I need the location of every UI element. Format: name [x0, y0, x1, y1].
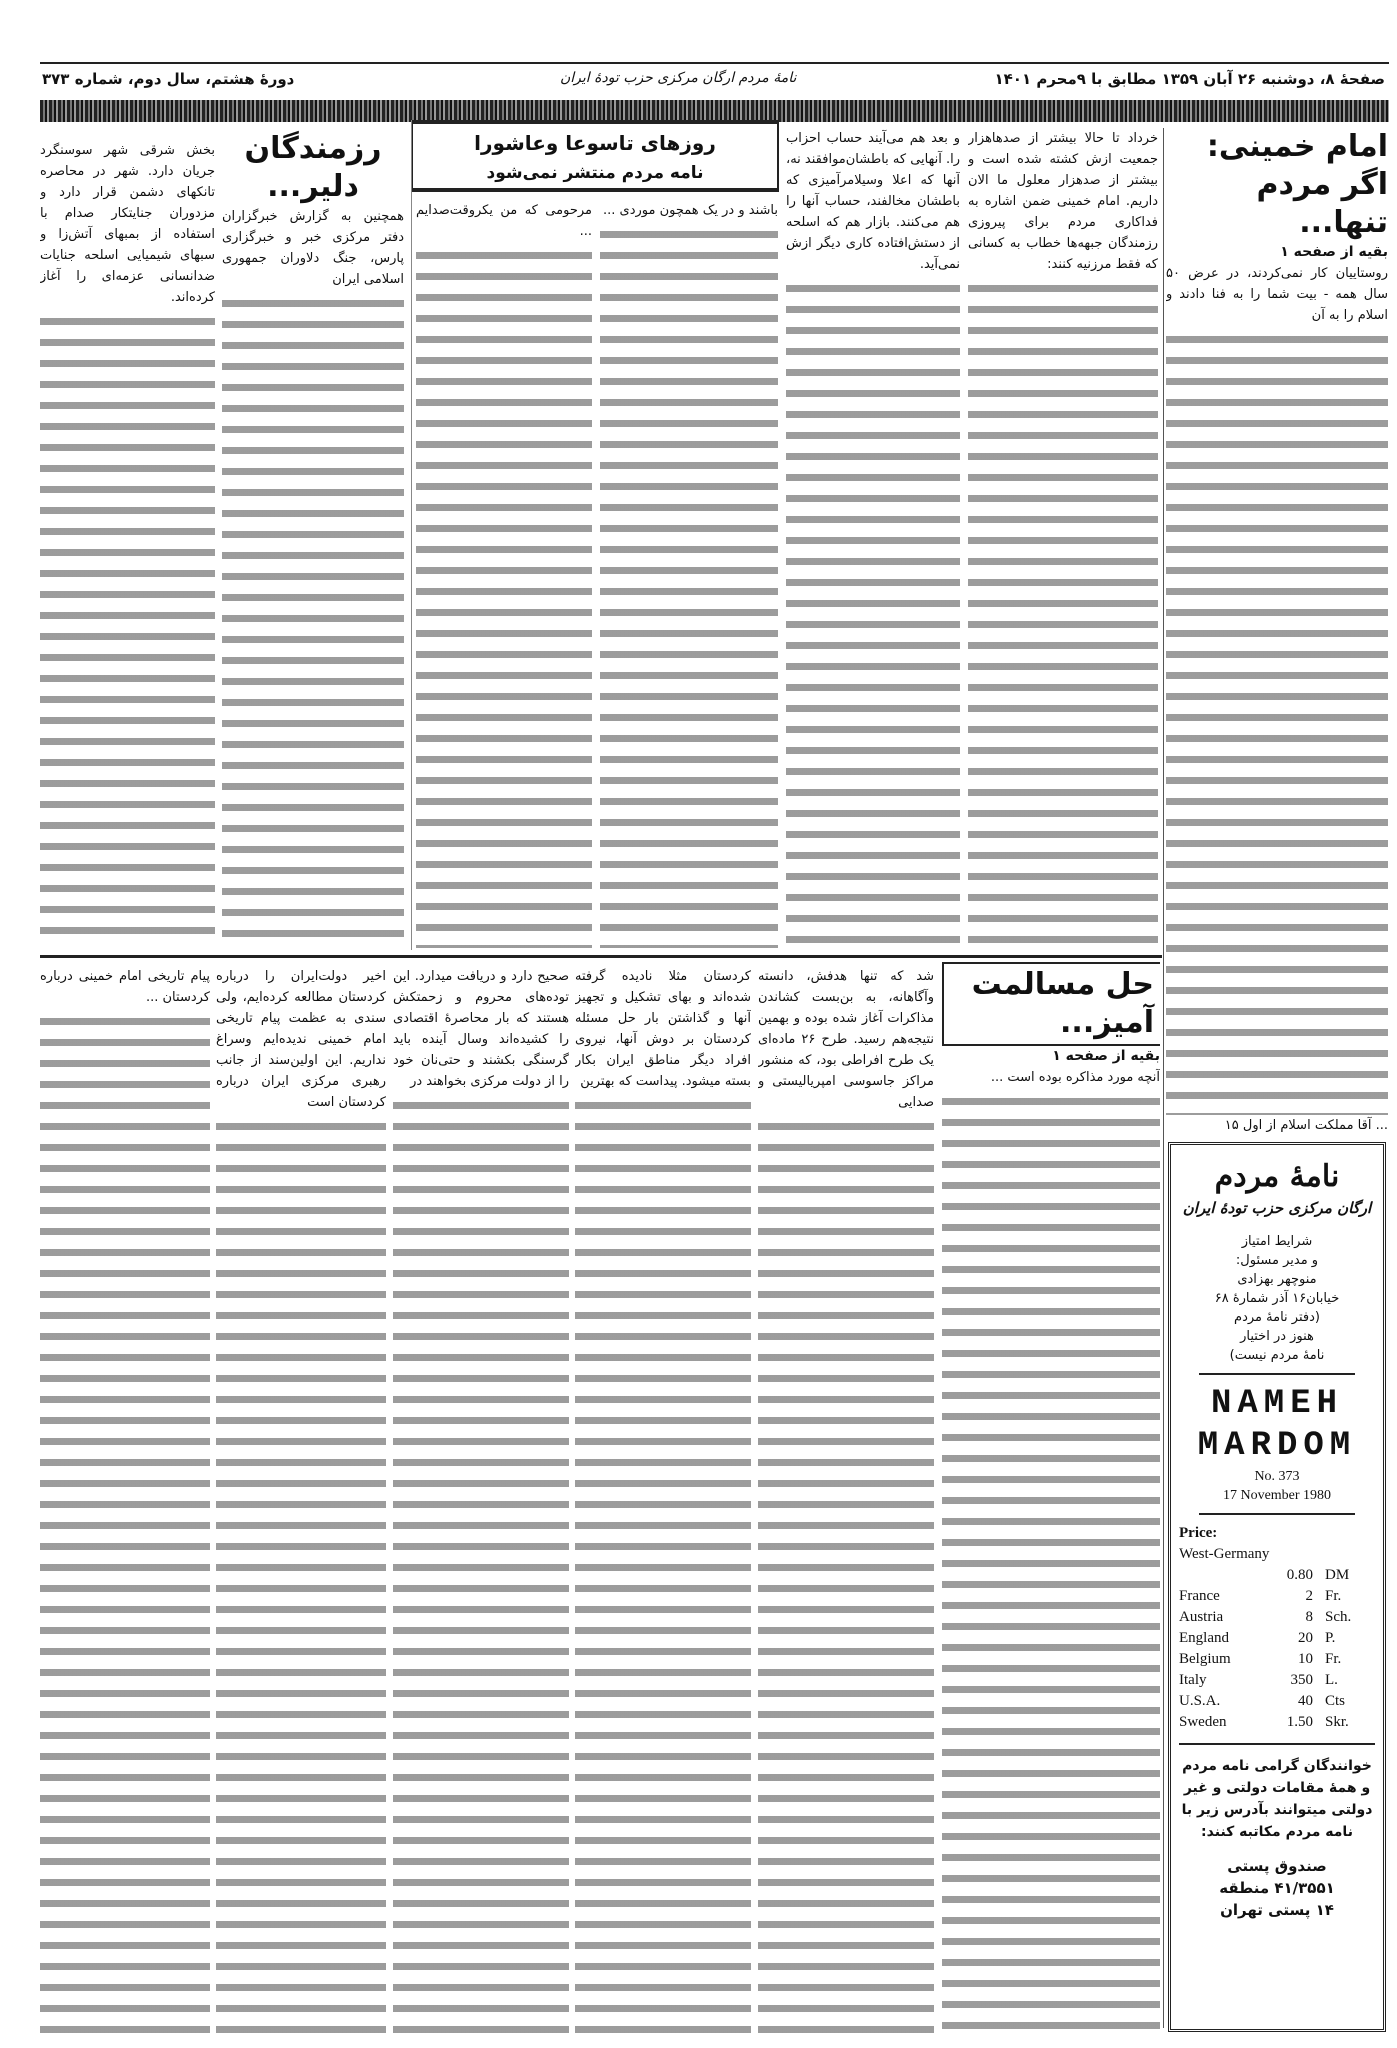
article-column	[786, 128, 960, 948]
header-band	[40, 100, 1389, 122]
price-row	[1179, 1565, 1375, 1586]
header-issue: دورهٔ هشتم، سال دوم، شماره ۳۷۳	[42, 70, 295, 88]
price-country: U.S.A.	[1179, 1693, 1221, 1709]
info-line: شرایط امتیاز	[1241, 1234, 1313, 1249]
box-border	[411, 120, 412, 950]
price-country: Sweden	[1179, 1714, 1227, 1730]
text-lines	[40, 312, 215, 948]
notice-headline: روزهای تاسوعا وعاشورا	[474, 131, 716, 155]
masthead-box	[1168, 1142, 1386, 2032]
headline: اگر مردم تنها...	[1256, 167, 1388, 240]
article-hal	[942, 962, 1160, 2037]
price-amount: 2	[1305, 1588, 1313, 1604]
notice-box	[411, 120, 779, 192]
article-rezmandegan	[222, 130, 404, 948]
price-row	[1179, 1712, 1375, 1733]
latin-title: MARDOM	[1197, 1427, 1357, 1465]
article-text: آنچه مورد مذاکره بوده است ...	[990, 1070, 1160, 1085]
price-country: France	[1179, 1588, 1220, 1604]
price-amount: 8	[1305, 1609, 1313, 1625]
article-column	[575, 966, 751, 2037]
price-label: Price:	[1179, 1525, 1218, 1541]
price-unit: Cts	[1325, 1693, 1346, 1709]
price-list	[1179, 1523, 1375, 1733]
text-lines	[40, 1012, 210, 2037]
article-column	[40, 966, 210, 2037]
divider	[1199, 1513, 1355, 1515]
price-country: West-Germany	[1179, 1546, 1270, 1562]
continued-label: بقیه از صفحه ۱	[1052, 1048, 1160, 1064]
info-line: هنوز در اختیار	[1240, 1329, 1314, 1344]
price-amount: 1.50	[1286, 1714, 1313, 1730]
headline: حل مسالمت آمیز...	[942, 962, 1160, 1046]
article-text: پیام تاریخی امام خمینی درباره کردستان ...	[40, 969, 210, 1005]
article-column	[968, 128, 1158, 948]
article-text: ... آقا مملکت اسلام از اول ۱۵	[1224, 1118, 1388, 1133]
article-text: اخیر دولت‌ایران را درباره کردستان مطالعه کرده‌ایم، ولی سندی به عظمت پیام تاریخی امام خمینی ندیده‌ایم وسراغ نداریم. این اولین‌سند از جانب رهبری مرکزی ایران درباره کردستان است	[216, 969, 386, 1110]
continued-label: بقیه از صفحه ۱	[1280, 244, 1388, 260]
article-text: صحیح دارد و دریافت میدارد. این توده‌های محروم و زحمتکش هستند که بار محاصرهٔ اقتصادی را کشیده‌اند وسال آینده باید گرسنگی بکشند و حتی‌نان خود را از دولت مرکزی بخواهند در	[393, 969, 569, 1089]
article-column	[40, 140, 215, 948]
header-logo: نامهٔ مردم ارگان مرکزی حزب تودهٔ ایران	[560, 70, 797, 86]
text-lines	[222, 294, 404, 948]
price-unit: Sch.	[1325, 1609, 1352, 1625]
header-date: صفحهٔ ۸، دوشنبه ۲۶ آبان ۱۳۵۹ مطابق با ۹محرم ۱۴۰۱	[994, 70, 1385, 88]
headline: رزمندگان دلیر...	[244, 131, 382, 204]
po-box: ۱۴ پستی تهران	[1220, 1901, 1334, 1919]
price-amount: 10	[1298, 1651, 1313, 1667]
text-lines	[786, 279, 960, 948]
organization: ارگان مرکزی حزب تودهٔ ایران	[1182, 1199, 1372, 1217]
price-row	[1179, 1649, 1375, 1670]
price-amount: 350	[1290, 1672, 1313, 1688]
price-unit: L.	[1325, 1672, 1338, 1688]
column-rule	[1163, 128, 1164, 2028]
price-row	[1179, 1607, 1375, 1628]
price-country	[1179, 1565, 1263, 1586]
price-country: England	[1179, 1630, 1229, 1646]
article-column	[216, 966, 386, 2037]
price-unit: DM	[1325, 1567, 1350, 1583]
info-line: منوچهر بهزادی	[1237, 1272, 1317, 1287]
price-country: Austria	[1179, 1609, 1224, 1625]
readers-note: خوانندگان گرامی نامه مردم و همهٔ مقامات دولتی و غیر دولتی میتوانند بآدرس زیر با نامه مردم مکاتبه کنند:	[1181, 1758, 1373, 1840]
price-unit: Fr.	[1325, 1588, 1342, 1604]
price-amount: 20	[1298, 1630, 1313, 1646]
price-unit: P.	[1325, 1630, 1336, 1646]
issue-number: No. 373	[1254, 1469, 1300, 1484]
text-lines	[758, 1117, 934, 2037]
info-line: نامهٔ مردم نیست)	[1229, 1348, 1325, 1363]
article-text: همچنین به گزارش خبرگزاران دفتر مرکزی خبر و خبرگزاری پارس، جنگ دلاوران جمهوری اسلامی ایران	[222, 209, 404, 287]
article-column	[416, 200, 592, 948]
price-row	[1179, 1691, 1375, 1712]
price-row	[1179, 1586, 1375, 1607]
price-amount: 0.80	[1286, 1567, 1313, 1583]
info-line: خیابان۱۶ آذر شمارهٔ ۶۸	[1214, 1291, 1340, 1306]
article-text: روستاییان کار نمی‌کردند، در عرض ۵۰ سال همه - بیت شما را به فنا دادند و اسلام را به آن	[1166, 266, 1388, 323]
article-text: مرحومی که من یکروقت‌صدایم ...	[416, 203, 592, 239]
newspaper-logo: نامهٔ مردم	[1214, 1159, 1340, 1194]
header-rule	[40, 62, 1389, 64]
latin-title: NAMEH	[1210, 1385, 1344, 1423]
article-column	[600, 200, 778, 948]
text-lines	[393, 1096, 569, 2037]
issue-date: 17 November 1980	[1222, 1488, 1332, 1503]
article-khomeini	[1166, 128, 1388, 1136]
article-text: و بعد هم می‌آیند حساب احزاب را. آنهایی که باطشان‌موافقند نه، آنها که اعلا وسیلا‌مرآمیزی که باطشان مخالفند، حساب آنها را هم می‌کنند. بازار هم که اسلحه از دستش‌افتاده کاری دیگر ازش نمی‌آید.	[786, 131, 960, 272]
price-unit: Skr.	[1325, 1714, 1349, 1730]
price-unit: Fr.	[1325, 1651, 1342, 1667]
article-text: بخش شرقی شهر سوسنگرد جریان دارد. شهر در محاصره تانکهای دشمن قرار دارد و مزدوران جنایتکار صدام با استفاده از بمبهای آتش‌زا و سبهای شیمیایی اسلحه جنایات ضدانسانی عزمه‌ای را آغاز کرده‌اند.	[40, 143, 215, 305]
price-amount: 40	[1298, 1693, 1313, 1709]
text-lines	[216, 1117, 386, 2037]
info-line: و مدیر مسئول:	[1235, 1253, 1319, 1268]
headline: امام خمینی:	[1206, 129, 1388, 164]
price-country: Italy	[1179, 1672, 1207, 1688]
text-lines	[942, 1092, 1160, 2037]
price-country: Belgium	[1179, 1651, 1231, 1667]
text-lines	[968, 279, 1158, 948]
article-text: کردستان مثلا نادیده گرفته شده‌اند و بهای تشکیل و تجهیز آنها و گذاشتن بار حل مسئله کردستان بر دوش آنها، نیروی افراد دیگر مناطق ایران بکار بسته میشود. پیداست که بهترین	[575, 969, 751, 1089]
text-lines	[600, 225, 778, 948]
divider	[1199, 1373, 1355, 1375]
text-lines	[575, 1096, 751, 2037]
text-lines	[416, 246, 592, 948]
article-column	[393, 966, 569, 2037]
article-text: شد که تنها هدفش، دانسته وآگاهانه، به بن‌بست کشاندن مذاکرات آغاز شده بوده و بهمین نتیجه‌هم رسید. طرح ۲۶ ماده‌ای یک طرح افراطی بود، که منشور مراکز جاسوسی امپریالیستی و صدایی	[758, 969, 934, 1110]
divider	[1179, 1743, 1375, 1745]
article-text: خرداد تا حالا بیشتر از صدهاهزار جمعیت ازش کشته شده است و بیشتر از صدهزار معلول ما الان داریم. امام خمینی ضمن اشاره به فداکاری مردم برای پیروزی رزمندگان جبهه‌ها خطاب به کسانی که فقط مرزنیه کنند:	[968, 131, 1158, 272]
notice-subheadline: نامه مردم منتشر نمی‌شود	[486, 163, 704, 183]
po-box: ۴۱/۳۵۵۱ منطقه	[1219, 1879, 1335, 1897]
price-row	[1179, 1628, 1375, 1649]
price-amount	[1269, 1544, 1331, 1565]
price-row	[1179, 1670, 1375, 1691]
info-line: (دفتر نامهٔ مردم	[1234, 1310, 1320, 1325]
price-row	[1179, 1544, 1375, 1565]
article-text: باشند و در یک همچون موردی ...	[603, 203, 778, 218]
section-rule	[40, 955, 1162, 958]
text-lines	[1166, 330, 1388, 1115]
article-column	[758, 966, 934, 2037]
po-box: صندوق پستی	[1227, 1857, 1327, 1875]
